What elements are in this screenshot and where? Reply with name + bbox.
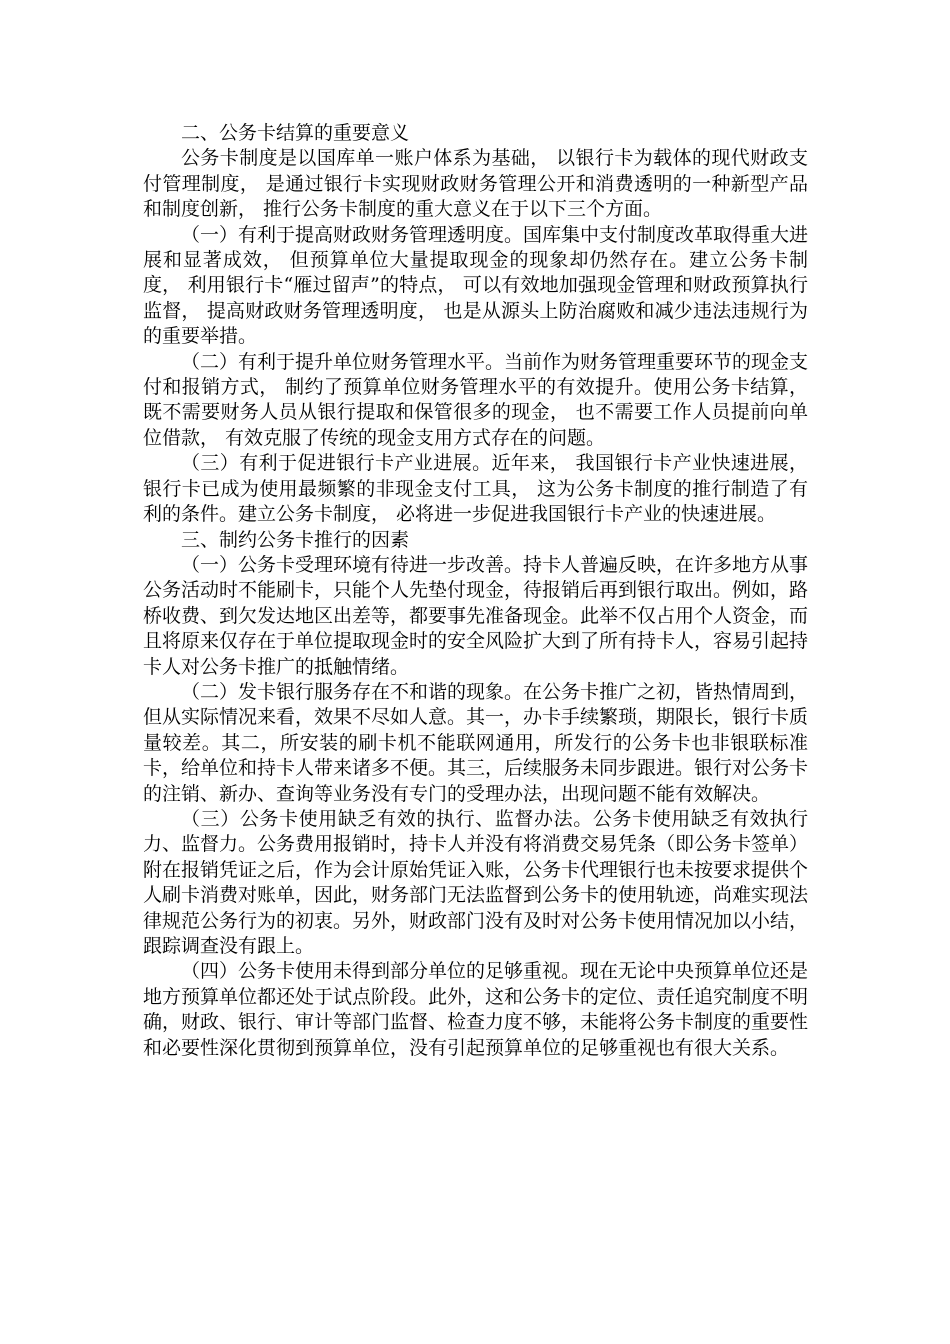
paragraph-supervision: （三）公务卡使用缺乏有效的执行、监督办法。公务卡使用缺乏有效执行力、监督力。公务费用报销时，持卡人并没有将消费交易凭条（即公务卡签单）附在报销凭证之后，作为会计原始凭证入账，公务卡代理银行也未按要求提供个人刷卡消费对账单，因此，财务部门无法监督到公务卡的使用轨迹，尚难实现法律规范公务行为的初衷。另外，财政部门没有及时对公务卡使用情况加以小结，跟踪调查没有跟上。 xyxy=(143,807,809,957)
section-heading-importance: 二、公务卡结算的重要意义 xyxy=(181,122,410,144)
paragraph-card-industry: （三）有利于促进银行卡产业进展。近年来， 我国银行卡产业快速进展， 银行卡已成为使用最频繁的非现金支付工具， 这为公务卡制度的推行制造了有利的条件。建立公务卡制度， 必将进一步促进我国银行卡产业的快速进展。 xyxy=(143,452,808,526)
document-page xyxy=(143,121,808,1061)
paragraph-acceptance-environment: （一）公务卡受理环境有待进一步改善。持卡人普遍反映，在许多地方从事公务活动时不能刷卡，只能个人先垫付现金，待报销后再到银行取出。例如，路桥收费、到欠发达地区出差等，都要事先准备现金。此举不仅占用个人资金，而且将原来仅存在于单位提取现金时的安全风险扩大到了所有持卡人，容易引起持卡人对公务卡推广的抵触情绪。 xyxy=(143,553,809,678)
paragraph-transparency: （一）有利于提高财政财务管理透明度。国库集中支付制度改革取得重大进展和显著成效， 但预算单位大量提取现金的现象却仍然存在。建立公务卡制度， 利用银行卡“雁过留声”的特点， 可以有效地加强现金管理和财政预算执行监督， 提高财政财务管理透明度， 也是从源头上防治腐败和减少违法违规行为的重要举措。 xyxy=(143,223,809,348)
paragraph-management-level: （二）有利于提升单位财务管理水平。当前作为财务管理重要环节的现金支付和报销方式， 制约了预算单位财务管理水平的有效提升。使用公务卡结算， 既不需要财务人员从银行提取和保管很多的现金， 也不需要工作人员提前向单位借款， 有效克服了传统的现金支用方式存在的问题。 xyxy=(143,350,809,449)
paragraph-attention: （四）公务卡使用未得到部分单位的足够重视。现在无论中央预算单位还是地方预算单位都还处于试点阶段。此外，这和公务卡的定位、责任追究制度不明确，财政、银行、审计等部门监督、检查力度不够，未能将公务卡制度的重要性和必要性深化贯彻到预算单位，没有引起预算单位的足够重视也有很大关系。 xyxy=(143,960,809,1059)
paragraph-intro: 公务卡制度是以国库单一账户体系为基础， 以银行卡为载体的现代财政支付管理制度， 是通过银行卡实现财政财务管理公开和消费透明的一种新型产品和制度创新， 推行公务卡制度的重大意义在于以下三个方面。 xyxy=(143,147,808,221)
section-heading-constraints: 三、制约公务卡推行的因素 xyxy=(181,528,410,551)
paragraph-bank-service: （二）发卡银行服务存在不和谐的现象。在公务卡推广之初，皆热情周到，但从实际情况来看，效果不尽如人意。其一，办卡手续繁琐，期限长，银行卡质量较差。其二，所安装的刷卡机不能联网通用，所发行的公务卡也非银联标准卡，给单位和持卡人带来诸多不便。其三，后续服务未同步跟进。银行对公务卡的注销、新办、查询等业务没有专门的受理办法，出现问题不能有效解决。 xyxy=(143,680,809,805)
